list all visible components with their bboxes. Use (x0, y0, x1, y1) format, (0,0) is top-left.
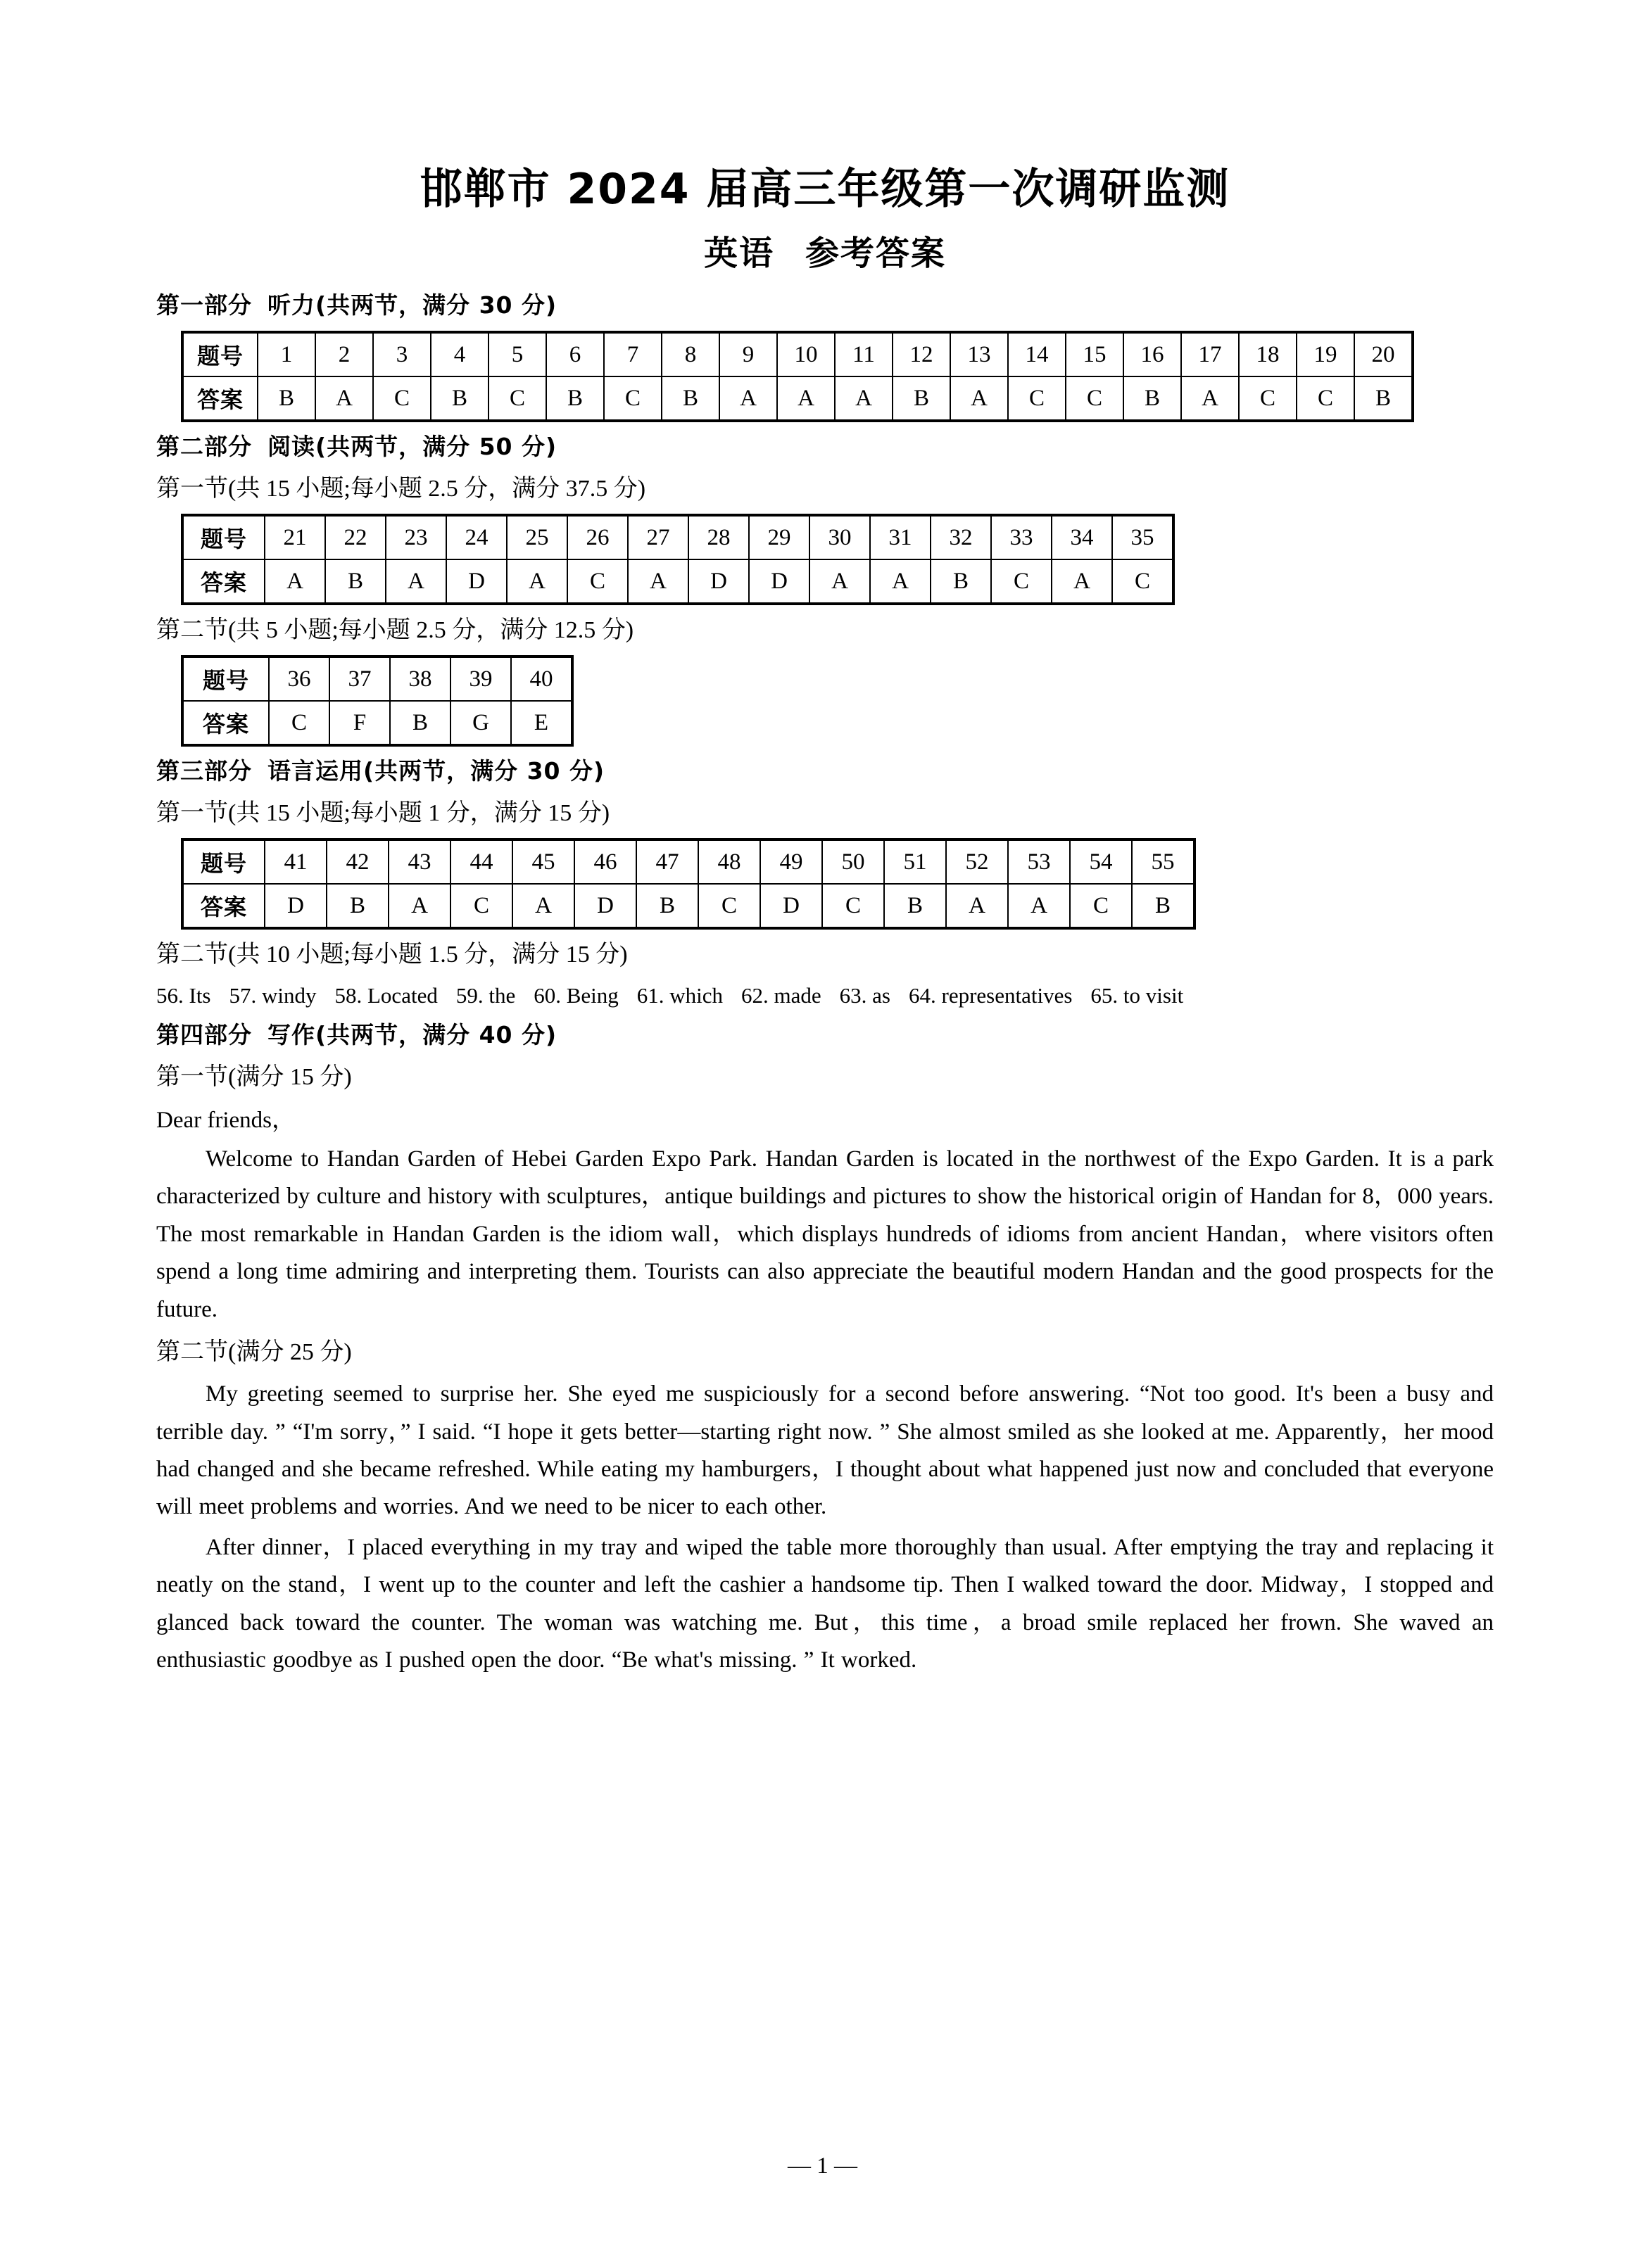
q-answer: C (991, 559, 1052, 604)
q-number: 50 (822, 840, 884, 884)
q-answer: A (950, 376, 1008, 421)
part3-heading (156, 754, 1494, 790)
table-row-numbers (182, 515, 1173, 559)
reading-section1-answer-table (181, 514, 1175, 605)
q-number: 32 (931, 515, 991, 559)
page-title: 邯郸市 2024 届高三年级第一次调研监测 (420, 165, 1230, 214)
essay2-paragraph-2: After dinner，I placed everything in my tray and wiped the table more thoroughly than usual. After emptying the tray and replacing it neatly on the stand，I went up to the counter and left the cashier a handsome tip. Then I walked toward the door. Midway，I stopped and glanced back toward the counter. The woman was watching me. But，this time，a broad smile replaced her frown. She waved an enthusiastic goodbye as I pushed open the door. “Be what's missing. ” It worked. (156, 1534, 1494, 1673)
q-answer: D (446, 559, 507, 604)
q-answer: A (628, 559, 688, 604)
q-number: 1 (258, 332, 315, 376)
q-answer: C (822, 884, 884, 928)
q-answer: D (574, 884, 636, 928)
q-number: 12 (893, 332, 950, 376)
q-number: 11 (835, 332, 893, 376)
part2-section2-heading: 第二节(共 5 小题;每小题 2.5 分，满分 12.5 分) (156, 617, 634, 644)
essay2-paragraph-1: My greeting seemed to surprise her. She eyed me suspiciously for a second before answering. “Not too good. It's been a busy and terrible day. ” “I'm sorry，” I said. “I hope it gets better—starting right now. ” She almost smiled as she looked at me. Apparently，her mood had changed and she became refreshed. While eating my hamburgers，I thought about what happened just now and concluded that everyone will meet problems and worries. And we need to be nicer to each other. (156, 1381, 1494, 1520)
q-number: 29 (749, 515, 809, 559)
q-answer: B (431, 376, 489, 421)
q-answer: C (1297, 376, 1354, 421)
q-answer: A (512, 884, 574, 928)
part2-heading-rest: 阅读(共两节，满分 50 分) (267, 433, 557, 461)
q-answer: C (604, 376, 662, 421)
q-answer: A (870, 559, 931, 604)
q-number: 28 (688, 515, 749, 559)
q-number: 33 (991, 515, 1052, 559)
q-number: 6 (546, 332, 604, 376)
part2-heading-bold: 第二部分 (156, 433, 252, 461)
q-number: 10 (777, 332, 835, 376)
q-answer: C (1008, 376, 1066, 421)
q-answer: F (329, 701, 390, 745)
row-label-number: 题号 (182, 515, 265, 559)
q-number: 4 (431, 332, 489, 376)
blank-answer: 61. which (636, 983, 724, 1008)
reading-section2-answer-table (181, 655, 574, 747)
part3-section2-heading: 第二节(共 10 小题;每小题 1.5 分，满分 15 分) (156, 942, 628, 968)
fill-in-blank-answers (156, 978, 1494, 1013)
part2-section1-heading: 第一节(共 15 小题;每小题 2.5 分，满分 37.5 分) (156, 476, 646, 502)
q-number: 20 (1354, 332, 1413, 376)
part4-section2-heading: 第二节(满分 25 分) (156, 1339, 352, 1366)
blank-answer: 57. windy (229, 983, 317, 1008)
blank-answer: 63. as (839, 983, 890, 1008)
q-answer: C (489, 376, 546, 421)
language-use-answer-table (181, 838, 1196, 930)
q-number: 15 (1066, 332, 1123, 376)
page-subtitle (156, 232, 1494, 275)
q-answer: C (1112, 559, 1173, 604)
q-number: 24 (446, 515, 507, 559)
q-answer: C (698, 884, 760, 928)
q-answer: C (567, 559, 628, 604)
q-number: 27 (628, 515, 688, 559)
q-number: 17 (1181, 332, 1239, 376)
q-answer: B (884, 884, 946, 928)
q-answer: B (1132, 884, 1195, 928)
q-number: 36 (269, 657, 329, 701)
q-answer: C (1066, 376, 1123, 421)
q-number: 54 (1070, 840, 1132, 884)
q-number: 23 (386, 515, 446, 559)
q-answer: B (325, 559, 386, 604)
q-number: 2 (315, 332, 373, 376)
q-number: 43 (389, 840, 450, 884)
q-answer: C (1070, 884, 1132, 928)
table-row-answers (182, 376, 1413, 421)
q-number: 44 (450, 840, 512, 884)
q-number: 34 (1052, 515, 1112, 559)
q-answer: B (546, 376, 604, 421)
q-number: 35 (1112, 515, 1173, 559)
blank-answer: 56. Its (156, 983, 211, 1008)
q-number: 16 (1123, 332, 1181, 376)
part1-heading (156, 288, 1494, 324)
q-answer: C (269, 701, 329, 745)
page-number-footer: — 1 — (788, 2153, 857, 2179)
q-answer: D (760, 884, 822, 928)
q-number: 45 (512, 840, 574, 884)
q-answer: C (373, 376, 431, 421)
q-number: 21 (265, 515, 325, 559)
q-answer: A (1008, 884, 1070, 928)
table-row-numbers (182, 840, 1195, 884)
q-number: 39 (450, 657, 511, 701)
row-label-answer: 答案 (182, 559, 265, 604)
q-answer: B (390, 701, 450, 745)
blank-answer: 65. to visit (1090, 983, 1184, 1008)
row-label-number: 题号 (182, 332, 258, 376)
q-answer: A (835, 376, 893, 421)
q-answer: E (511, 701, 572, 745)
q-number: 7 (604, 332, 662, 376)
q-answer: A (719, 376, 777, 421)
q-answer: A (946, 884, 1008, 928)
q-answer: B (636, 884, 698, 928)
q-answer: A (265, 559, 325, 604)
blank-answer: 60. Being (534, 983, 619, 1008)
row-label-number: 题号 (182, 840, 265, 884)
row-label-answer: 答案 (182, 376, 258, 421)
table-row-numbers (182, 657, 572, 701)
q-number: 52 (946, 840, 1008, 884)
q-answer: G (450, 701, 511, 745)
table-row-numbers (182, 332, 1413, 376)
q-number: 13 (950, 332, 1008, 376)
q-number: 41 (265, 840, 327, 884)
part4-heading-bold: 第四部分 (156, 1020, 252, 1049)
q-answer: A (389, 884, 450, 928)
q-number: 51 (884, 840, 946, 884)
blank-answer: 59. the (455, 983, 516, 1008)
q-answer: A (1181, 376, 1239, 421)
listening-answer-table (181, 331, 1414, 422)
q-number: 40 (511, 657, 572, 701)
q-answer: B (662, 376, 719, 421)
part3-section1-heading: 第一节(共 15 小题;每小题 1 分，满分 15 分) (156, 800, 610, 827)
answer-key-label: 参考答案 (805, 234, 947, 273)
q-number: 8 (662, 332, 719, 376)
part1-heading-bold: 第一部分 (156, 291, 252, 319)
q-number: 46 (574, 840, 636, 884)
q-number: 53 (1008, 840, 1070, 884)
q-number: 42 (327, 840, 389, 884)
q-number: 26 (567, 515, 628, 559)
row-label-number: 题号 (182, 657, 269, 701)
q-number: 48 (698, 840, 760, 884)
table-row-answers (182, 884, 1195, 928)
part4-heading (156, 1018, 1494, 1053)
table-row-answers (182, 559, 1173, 604)
q-answer: B (327, 884, 389, 928)
part4-section1-heading: 第一节(满分 15 分) (156, 1063, 352, 1090)
q-number: 3 (373, 332, 431, 376)
q-answer: B (258, 376, 315, 421)
q-number: 30 (809, 515, 870, 559)
blank-answer: 62. made (741, 983, 821, 1008)
q-number: 9 (719, 332, 777, 376)
q-answer: A (507, 559, 567, 604)
blank-answer: 64. representatives (909, 983, 1073, 1008)
row-label-answer: 答案 (182, 884, 265, 928)
q-number: 38 (390, 657, 450, 701)
q-answer: B (893, 376, 950, 421)
part3-heading-bold: 第三部分 (156, 757, 252, 785)
q-number: 31 (870, 515, 931, 559)
q-answer: A (777, 376, 835, 421)
q-number: 19 (1297, 332, 1354, 376)
q-answer: A (315, 376, 373, 421)
part4-heading-rest: 写作(共两节，满分 40 分) (267, 1020, 557, 1049)
q-answer: A (809, 559, 870, 604)
part2-heading (156, 429, 1494, 465)
page-content (156, 163, 1494, 1680)
q-number: 18 (1239, 332, 1297, 376)
subject-label: 英语 (703, 234, 774, 273)
essay1-body: Welcome to Handan Garden of Hebei Garden Expo Park. Handan Garden is located in the northwest of the Expo Garden. It is a park characterized by culture and history with sculptures，antique buildings and pictures to show the historical origin of Handan for 8，000 years. The most remarkable in Handan Garden is the idiom wall，which displays hundreds of idioms from ancient Handan，where visitors often spend a long time admiring and interpreting them. Tourists can also appreciate the beautiful modern Handan and the good prospects for the future. (156, 1146, 1494, 1322)
part1-heading-rest: 听力(共两节，满分 30 分) (267, 291, 557, 319)
part3-heading-rest: 语言运用(共两节，满分 30 分) (267, 757, 605, 785)
q-answer: B (1354, 376, 1413, 421)
q-number: 14 (1008, 332, 1066, 376)
q-answer: C (1239, 376, 1297, 421)
q-answer: D (749, 559, 809, 604)
q-answer: C (450, 884, 512, 928)
q-number: 37 (329, 657, 390, 701)
row-label-answer: 答案 (182, 701, 269, 745)
q-number: 25 (507, 515, 567, 559)
q-number: 5 (489, 332, 546, 376)
q-number: 22 (325, 515, 386, 559)
q-answer: D (265, 884, 327, 928)
q-number: 49 (760, 840, 822, 884)
q-number: 47 (636, 840, 698, 884)
essay1-salutation: Dear friends， (156, 1107, 296, 1133)
blank-answer: 58. Located (334, 983, 438, 1008)
q-answer: D (688, 559, 749, 604)
q-answer: A (386, 559, 446, 604)
q-number: 55 (1132, 840, 1195, 884)
table-row-answers (182, 701, 572, 745)
q-answer: A (1052, 559, 1112, 604)
q-answer: B (931, 559, 991, 604)
q-answer: B (1123, 376, 1181, 421)
